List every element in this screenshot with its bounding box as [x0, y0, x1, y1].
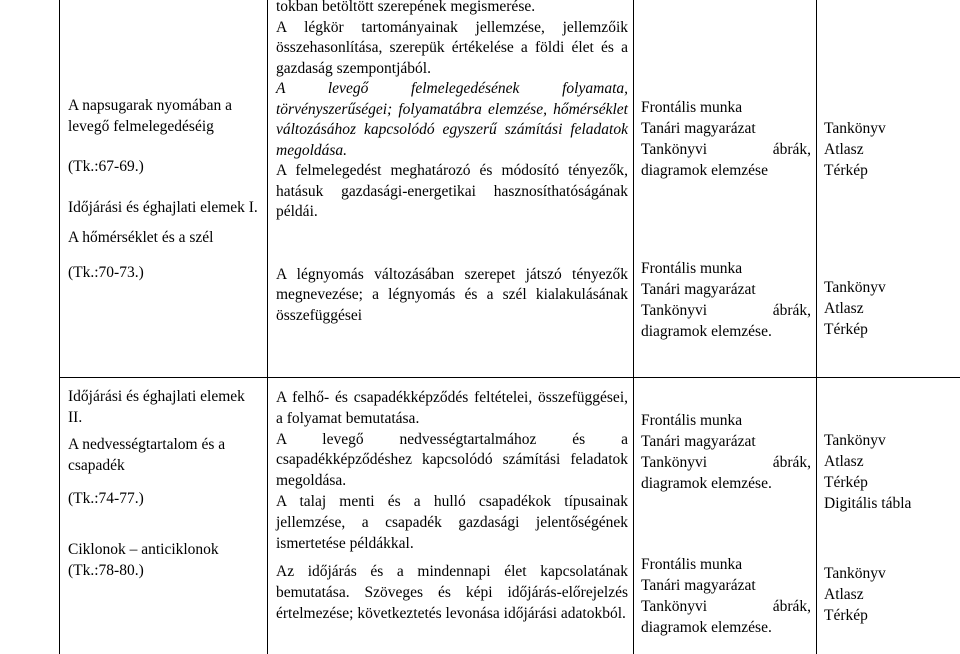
tool-item: Térkép: [824, 474, 868, 491]
method-item: Tanári magyarázat: [641, 577, 756, 594]
content-paragraph: A felhő- és csapadékképződés feltételei, összefüggései, a folyamat bemutatása.: [276, 389, 628, 427]
method-item: Tankönyvi ábrák, diagramok elemzése: [641, 141, 811, 179]
topic-title: Időjárási és éghajlati elemek I.: [68, 198, 258, 216]
table-border-left: [59, 0, 60, 654]
topic-title: A napsugarak nyomában a levegő felmelegedéséig: [68, 97, 232, 135]
tool-item: Térkép: [824, 321, 868, 338]
method-item: Tankönyvi ábrák, diagramok elemzése.: [641, 454, 811, 492]
tool-item: Atlasz: [824, 141, 864, 158]
subtopic-title: A hőmérséklet és a szél: [68, 229, 214, 247]
topic-cell-2: [68, 386, 260, 581]
content-cell-2a: [276, 388, 628, 554]
page-reference: (Tk.:70-73.): [68, 263, 144, 281]
content-paragraph: A légkör tartományainak jellemzése, jellemzőik összehasonlítása, szerepük értékelése a földi élet és a gazdaság szempontjából.: [276, 18, 628, 77]
method-item: Tankönyvi ábrák, diagramok elemzése.: [641, 302, 811, 340]
content-paragraph: A légnyomás változásában szerepet játszó tényezők megnevezése; a légnyomás és a szél kialakulásának összefüggései: [276, 265, 628, 324]
content-paragraph: A felmelegedést meghatározó és módosító tényezők, hatásuk gazdasági-energetikai hasznosíthatóságának példái.: [276, 162, 628, 220]
methods-cell-1a: [641, 97, 811, 181]
tools-cell-1a: [824, 118, 954, 181]
tool-item: Digitális tábla: [824, 495, 912, 512]
topic-title: Időjárási és éghajlati elemek II.: [68, 388, 245, 426]
method-item: Frontális munka: [641, 412, 743, 429]
tools-cell-2a: [824, 430, 954, 514]
method-item: Tanári magyarázat: [641, 433, 756, 450]
methods-cell-2a: [641, 410, 811, 494]
method-item: Tanári magyarázat: [641, 281, 756, 298]
tool-item: Tankönyv: [824, 565, 886, 582]
method-item: Frontális munka: [641, 260, 743, 277]
content-paragraph: Az időjárás és a mindennapi élet kapcsolatának bemutatása. Szöveges és képi időjárás-előrejelzés értelmezése; következtetés levonása időjárási adatokból.: [276, 563, 628, 622]
tool-item: Tankönyv: [824, 432, 886, 449]
tool-item: Atlasz: [824, 300, 864, 317]
tool-item: Atlasz: [824, 586, 864, 603]
content-paragraph: tokban betöltött szerepének megismerése.: [276, 0, 536, 15]
table-border-col2: [633, 0, 634, 654]
page-reference: (Tk.:78-80.): [68, 562, 144, 579]
content-paragraph: A levegő nedvességtartalmához és a csapadékképződéshez kapcsolódó számítási feladatok megoldása.: [276, 430, 628, 490]
page-reference: (Tk.:74-77.): [68, 490, 144, 507]
content-paragraph: A talaj menti és a hulló csapadékok típusainak jellemzése, a csapadék gazdasági jelentőségének ismertetése példákkal.: [276, 492, 628, 552]
row-divider: [59, 377, 960, 378]
tool-item: Tankönyv: [824, 279, 886, 296]
topic-cell-1: [68, 96, 260, 284]
subtopic-title: Ciklonok – anticiklonok: [68, 541, 219, 558]
method-item: Frontális munka: [641, 556, 743, 573]
tool-item: Tankönyv: [824, 120, 886, 137]
tool-item: Atlasz: [824, 453, 864, 470]
page-reference: (Tk.:67-69.): [68, 158, 144, 176]
methods-cell-1b: [641, 258, 811, 342]
tool-item: Térkép: [824, 162, 868, 179]
content-cell-1: [276, 0, 628, 326]
tool-item: Térkép: [824, 607, 868, 624]
methods-cell-2b: [641, 554, 811, 638]
method-item: Frontális munka: [641, 99, 743, 116]
content-cell-2b: [276, 562, 628, 624]
subtopic-title: A nedvességtartalom és a csapadék: [68, 436, 226, 474]
content-paragraph: A levegő felmelegedésének folyamata, törvényszerűségei; folyamatábra elemzése, hőmérséklet változásához kapcsolódó egyszerű számítási feladatok megoldása.: [276, 80, 628, 159]
table-border-col3: [816, 0, 817, 654]
table-border-col1: [267, 0, 268, 654]
tools-cell-2b: [824, 563, 954, 626]
method-item: Tankönyvi ábrák, diagramok elemzése.: [641, 598, 811, 636]
tools-cell-1b: [824, 277, 954, 340]
method-item: Tanári magyarázat: [641, 120, 756, 137]
